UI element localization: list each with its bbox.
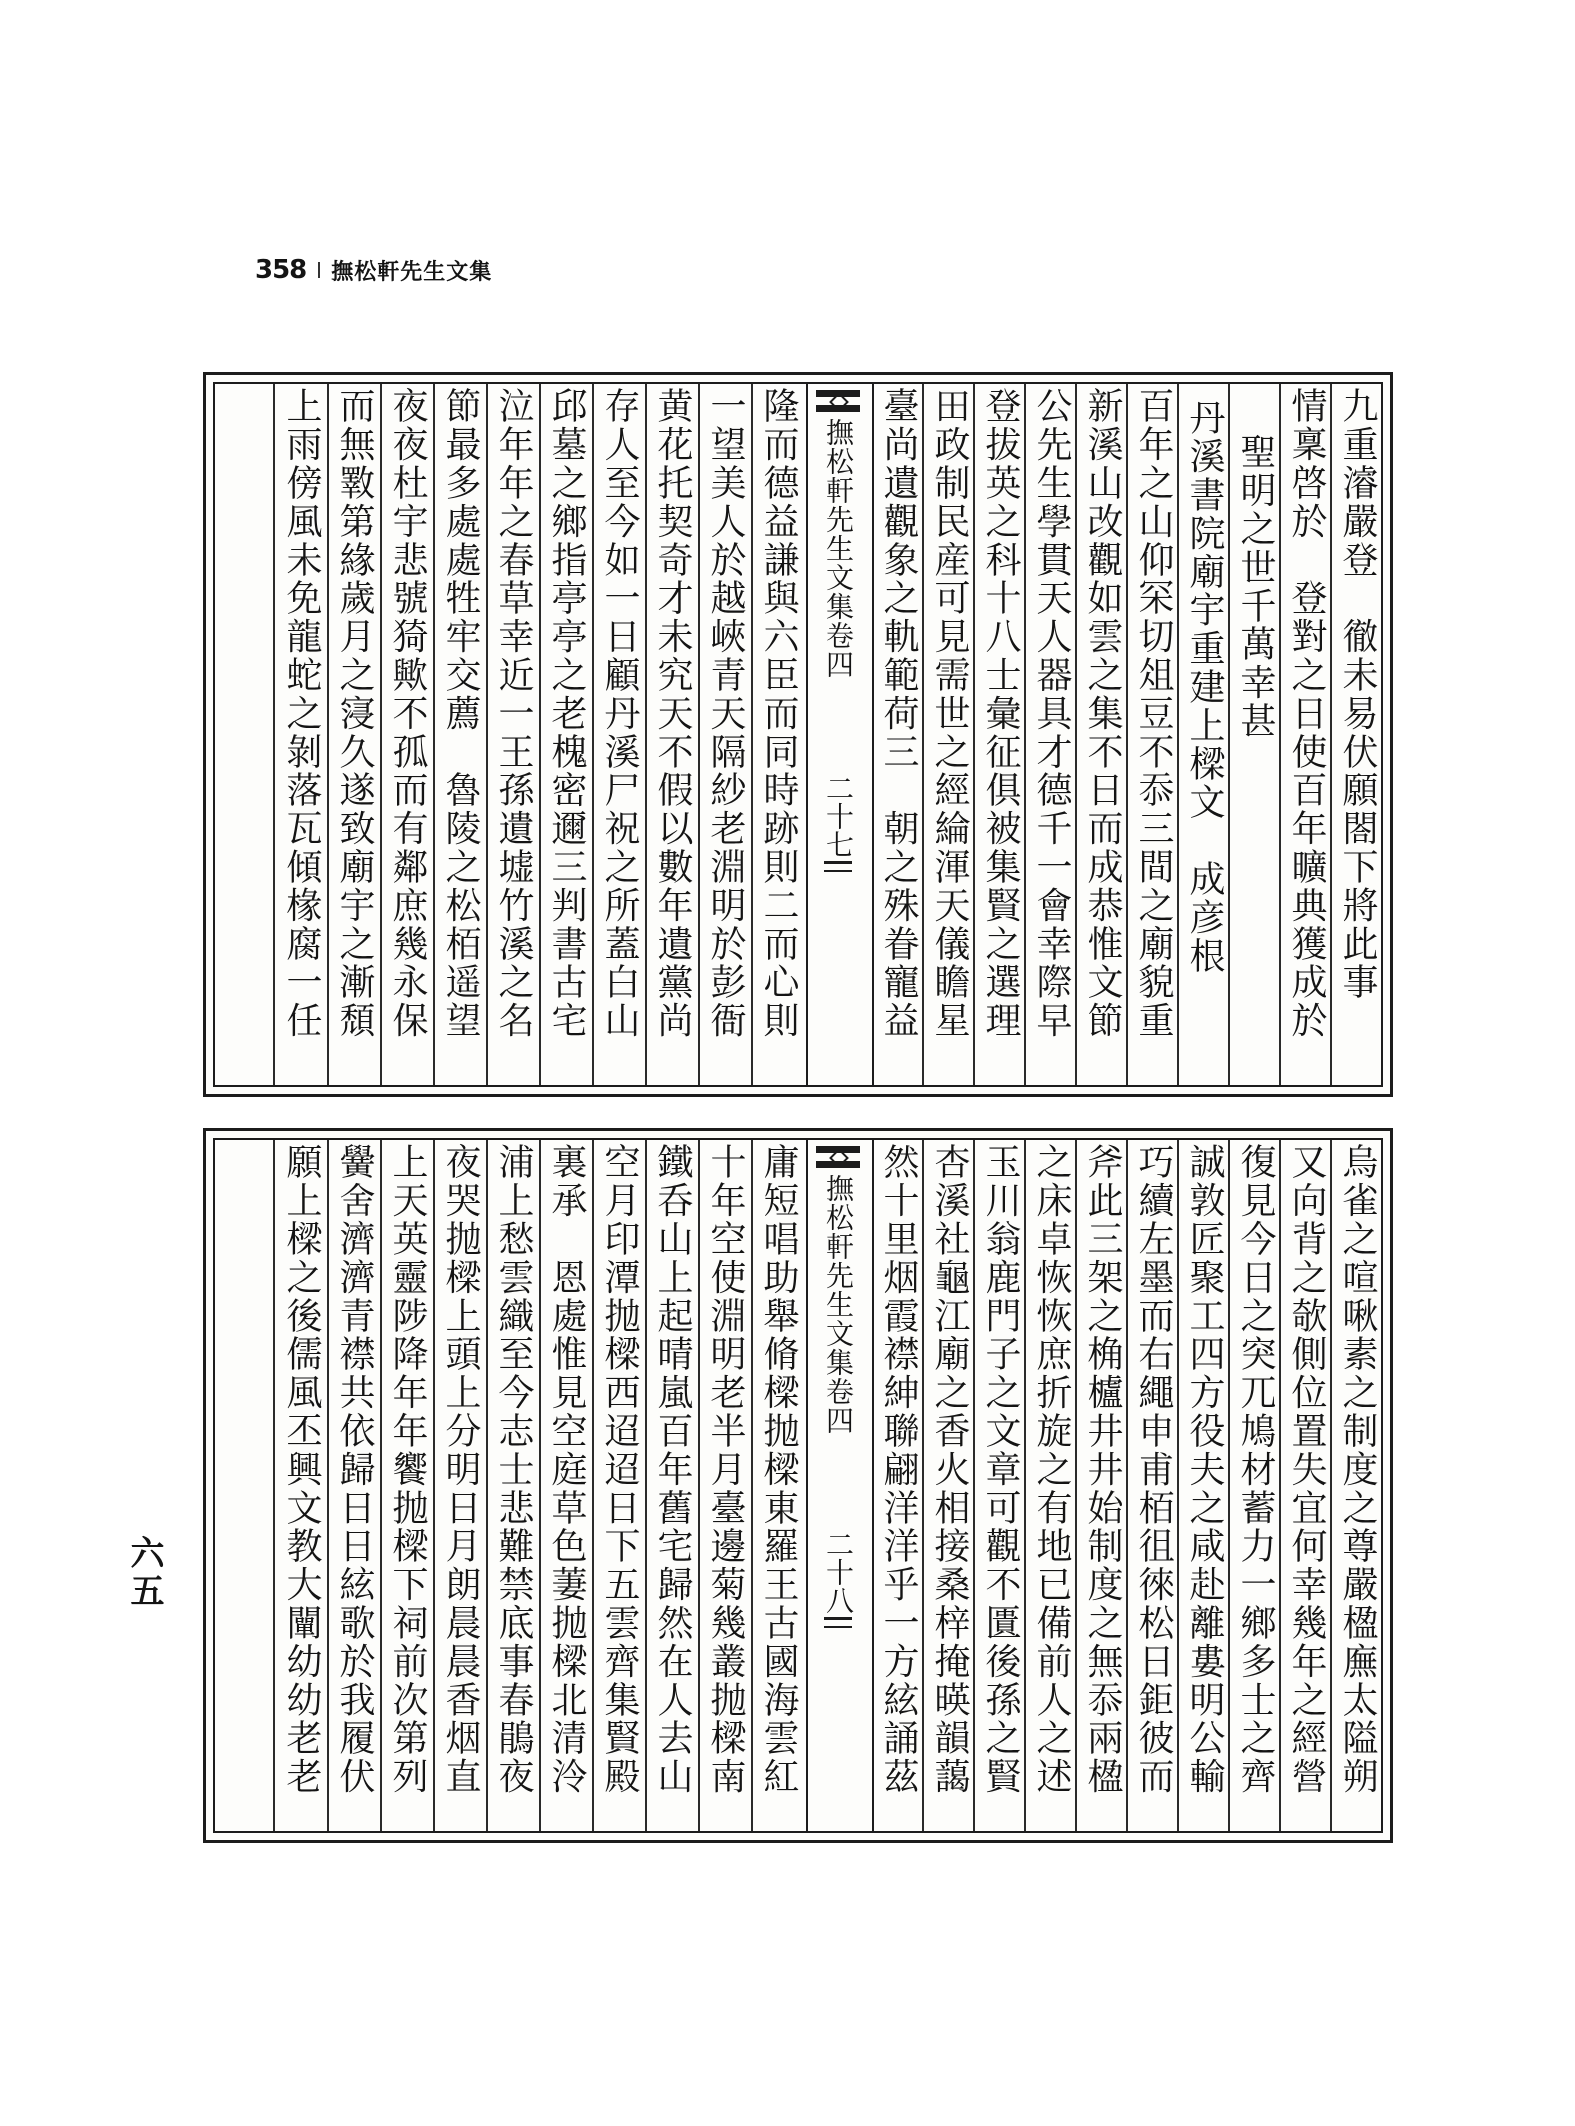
text-column: 新溪山改觀如雲之集不日而成恭惟文節 — [1082, 387, 1123, 1040]
column-rule — [922, 384, 924, 1085]
text-column: 然十里烟霞襟紳聯翩洋洋乎一方絃誦茲 — [878, 1143, 919, 1796]
text-column: 上天英靈陟降年年饗抛樑下祠前次第列 — [387, 1143, 428, 1796]
fold-volume-title: 撫松軒先生文集卷四 — [822, 418, 855, 679]
text-column: 存人至今如一日顧丹溪尸祝之所蓋白山 — [599, 387, 640, 1040]
text-column: 聖明之世千萬幸甚 — [1235, 433, 1276, 741]
column-rule — [273, 1140, 275, 1831]
text-column: 臺尚遺觀象之軌範荷三 朝之殊眷寵益 — [878, 387, 919, 1040]
text-column: 之床卓恢恢庶折旋之有地已備前人之述 — [1031, 1143, 1072, 1796]
page-number: 358 — [255, 255, 307, 285]
column-rule — [645, 1140, 647, 1831]
column-rule — [592, 1140, 594, 1831]
text-column: 九重濬嚴登 徹未易伏願閤下將此事 — [1337, 387, 1378, 1002]
panel-inner-frame — [213, 382, 1383, 1087]
column-rule — [1279, 384, 1281, 1085]
text-column: 田政制民産可見需世之經綸渾天儀瞻星 — [929, 387, 970, 1040]
fish-tail-mark — [816, 390, 860, 412]
text-column: 泣年年之春草幸近一王孫遺墟竹溪之名 — [493, 387, 534, 1040]
column-rule — [1228, 384, 1230, 1085]
text-column: 節最多處處牲牢交薦 魯陵之松栢遥望 — [440, 387, 481, 1040]
column-rule — [486, 384, 488, 1085]
text-column: 誠敦匠聚工四方役夫之咸赴離婁明公輸 — [1184, 1143, 1225, 1796]
text-column: 復見今日之突兀鳩材蓄力一鄉多士之齊 — [1235, 1143, 1276, 1796]
column-rule — [539, 1140, 541, 1831]
column-rule — [592, 384, 594, 1085]
text-column: 裏承 恩處惟見空庭草色萋抛樑北清泠 — [546, 1143, 587, 1796]
text-column: 空月印潭抛樑西迢迢日下五雲齊集賢殿 — [599, 1143, 640, 1796]
side-page-number: 六五 — [124, 1535, 164, 1611]
text-column: 情稟啓於 登對之日使百年曠典獲成於 — [1286, 387, 1327, 1040]
column-rule — [433, 384, 435, 1085]
column-rule — [973, 1140, 975, 1831]
column-rule — [1177, 384, 1179, 1085]
column-rule — [486, 1140, 488, 1831]
book-title: 撫松軒先生文集 — [331, 259, 493, 285]
text-column: 烏雀之喧啾素之制度之尊嚴楹廡太隘朔 — [1337, 1143, 1378, 1796]
column-rule — [380, 384, 382, 1085]
column-rule — [1177, 1140, 1179, 1831]
fold-volume-title: 撫松軒先生文集卷四 — [822, 1174, 855, 1435]
text-column: 登拔英之科十八士彙征俱被集賢之選理 — [980, 387, 1021, 1040]
column-rule — [751, 384, 753, 1085]
column-rule — [751, 1140, 753, 1831]
column-rule — [1126, 1140, 1128, 1831]
text-column: 上雨傍風未免龍蛇之剝落瓦傾椽腐一任 — [281, 387, 322, 1040]
column-rule — [327, 384, 329, 1085]
center-fold-strip — [806, 1140, 874, 1831]
text-column: 而無斁第緣歲月之寖久遂致廟宇之漸頹 — [334, 387, 375, 1040]
header-divider — [318, 262, 320, 278]
column-rule — [922, 1140, 924, 1831]
text-column: 邱墓之鄉指亭亭之老槐密邇三判書古宅 — [546, 387, 587, 1040]
text-column: 隆而德益謙與六臣而同時跡則二而心則 — [758, 387, 799, 1040]
text-column: 庸短唱助舉脩樑抛樑東羅王古國海雲紅 — [758, 1143, 799, 1796]
text-column: 願上樑之後儒風丕興文教大闡幼幼老老 — [281, 1143, 322, 1796]
text-column: 黌舍濟濟青襟共依歸日日絃歌於我履伏 — [334, 1143, 375, 1796]
center-fold-strip — [806, 384, 874, 1085]
text-column: 夜哭抛樑上頭上分明日月朗晨晨香烟直 — [440, 1143, 481, 1796]
text-column: 玉川翁鹿門子之文章可觀不匱後孫之賢 — [980, 1143, 1021, 1796]
column-rule — [539, 384, 541, 1085]
column-rule — [1279, 1140, 1281, 1831]
column-rule — [1228, 1140, 1230, 1831]
column-rule — [698, 384, 700, 1085]
text-column: 浦上愁雲織至今志士悲難禁底事春鵑夜 — [493, 1143, 534, 1796]
column-rule — [698, 1140, 700, 1831]
fish-tail-mark — [816, 1146, 860, 1168]
column-rule — [380, 1140, 382, 1831]
column-rule — [1075, 384, 1077, 1085]
column-rule — [433, 1140, 435, 1831]
column-rule — [645, 384, 647, 1085]
column-rule — [1024, 384, 1026, 1085]
text-column: 夜夜杜宇悲號猗歟不孤而有鄰庶幾永保 — [387, 387, 428, 1040]
fold-folio-number: 二十八 — [818, 1530, 858, 1614]
text-column: 一望美人於越峽青天隔紗老淵明於彭衙 — [705, 387, 746, 1040]
panel-inner-frame — [213, 1138, 1383, 1833]
column-rule — [973, 384, 975, 1085]
column-rule — [273, 384, 275, 1085]
text-column: 丹溪書院廟宇重建上樑文 成彦根 — [1184, 399, 1225, 975]
fold-folio-number: 二十七 — [818, 774, 858, 858]
text-column: 斧此三架之桷櫨井井始制度之無忝兩楹 — [1082, 1143, 1123, 1796]
text-column: 又向背之欹側位置失宜何幸幾年之經營 — [1286, 1143, 1327, 1796]
column-rule — [1126, 384, 1128, 1085]
column-rule — [327, 1140, 329, 1831]
column-rule — [1330, 384, 1332, 1085]
woodblock-page-bottom — [203, 1128, 1393, 1843]
woodblock-page-top — [203, 372, 1393, 1097]
column-rule — [1075, 1140, 1077, 1831]
text-column: 十年空使淵明老半月臺邊菊幾叢抛樑南 — [705, 1143, 746, 1796]
text-column: 巧續左墨而右繩申甫栢徂徠松日鉅彼而 — [1133, 1143, 1174, 1796]
running-header — [255, 250, 492, 290]
column-rule — [1330, 1140, 1332, 1831]
column-rule — [1024, 1140, 1026, 1831]
text-column: 公先生學貫天人器具才德千一會幸際早 — [1031, 387, 1072, 1040]
text-column: 杏溪社龜江廟之香火相接桑梓掩暎韻藹 — [929, 1143, 970, 1796]
text-column: 黄花托契奇才未究天不假以數年遺黨尚 — [652, 387, 693, 1040]
text-column: 百年之山仰罙切俎豆不忝三間之廟貌重 — [1133, 387, 1174, 1040]
text-column: 鐵呑山上起晴嵐百年舊宅歸然在人去山 — [652, 1143, 693, 1796]
